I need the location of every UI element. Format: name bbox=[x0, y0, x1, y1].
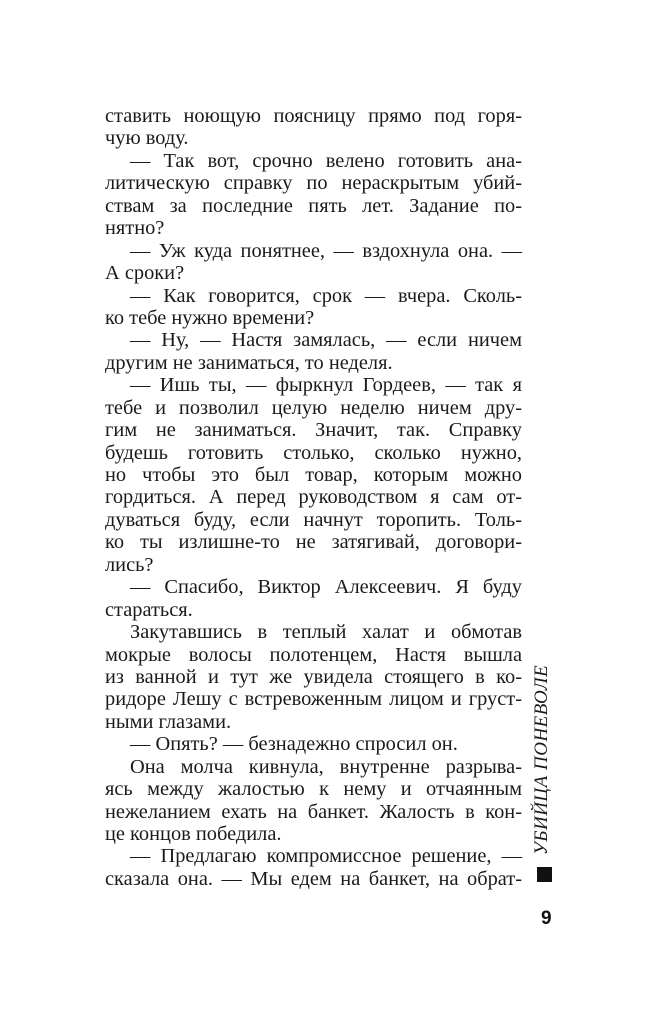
text-line: Она молча кивнула, внутренне разрыва- bbox=[130, 755, 522, 778]
text-line: — Опять? — безнадежно спросил он. bbox=[130, 733, 458, 756]
text-line: ко ты излишне-то не затягивай, договори- bbox=[105, 531, 522, 554]
text-line: ными глазами. bbox=[105, 710, 232, 733]
text-line: тебе и позволил целую неделю ничем дру- bbox=[105, 396, 522, 419]
text-line: ясь между жалостью к нему и отчаянным bbox=[105, 778, 522, 801]
running-head: УБИЙЦА ПОНЕВОЛЕ bbox=[531, 664, 552, 855]
text-line: дуваться буду, если начнут торопить. Толь- bbox=[105, 508, 522, 531]
text-line: — Как говорится, срок — вчера. Сколь- bbox=[130, 284, 522, 307]
square-marker-icon bbox=[537, 867, 552, 882]
body-text bbox=[105, 105, 522, 890]
text-line: — Ну, — Настя замялась, — если ничем bbox=[130, 329, 522, 352]
text-line: будешь готовить столько, сколько нужно, bbox=[105, 441, 522, 464]
text-line: гордиться. А перед руководством я сам от- bbox=[105, 486, 522, 509]
text-line: це концов победила. bbox=[105, 823, 282, 845]
text-line: ридоре Лешу с встревоженным лицом и груст- bbox=[105, 688, 522, 711]
text-line: лись? bbox=[105, 553, 154, 576]
text-line: А сроки? bbox=[105, 262, 185, 285]
text-line: ставить ноющую поясницу прямо под горя- bbox=[105, 105, 522, 127]
text-line: из ванной и тут же увидела стоящего в ко- bbox=[105, 665, 522, 688]
text-line: — Спасибо, Виктор Алексеевич. Я буду bbox=[130, 576, 522, 599]
text-line: — Предлагаю компромиссное решение, — bbox=[130, 845, 522, 868]
text-line: сказала она. — Мы едем на банкет, на обрат- bbox=[105, 867, 522, 890]
text-line: гим не заниматься. Значит, так. Справку bbox=[105, 419, 522, 442]
text-line: ствам за последние пять лет. Задание по- bbox=[105, 194, 522, 217]
page-number: 9 bbox=[541, 908, 552, 929]
text-line: мокрые волосы полотенцем, Настя вышла bbox=[105, 643, 522, 666]
text-line: нежеланием ехать на банкет. Жалость в кон- bbox=[105, 800, 522, 823]
text-line: — Ишь ты, — фыркнул Гордеев, — так я bbox=[130, 374, 522, 397]
text-line: стараться. bbox=[105, 598, 193, 621]
text-line: нятно? bbox=[105, 217, 165, 240]
text-line: чую воду. bbox=[105, 127, 189, 150]
text-line: Закутавшись в теплый халат и обмотав bbox=[130, 621, 522, 644]
text-line: — Уж куда понятнее, — вздохнула она. — bbox=[130, 239, 522, 262]
text-line: — Так вот, срочно велено готовить ана- bbox=[130, 149, 522, 172]
text-line: другим не заниматься, то неделя. bbox=[105, 351, 393, 374]
text-line: литическую справку по нераскрытым убий- bbox=[105, 172, 522, 195]
text-line: но чтобы это был товар, которым можно bbox=[105, 464, 522, 486]
text-line: ко тебе нужно времени? bbox=[105, 306, 315, 329]
